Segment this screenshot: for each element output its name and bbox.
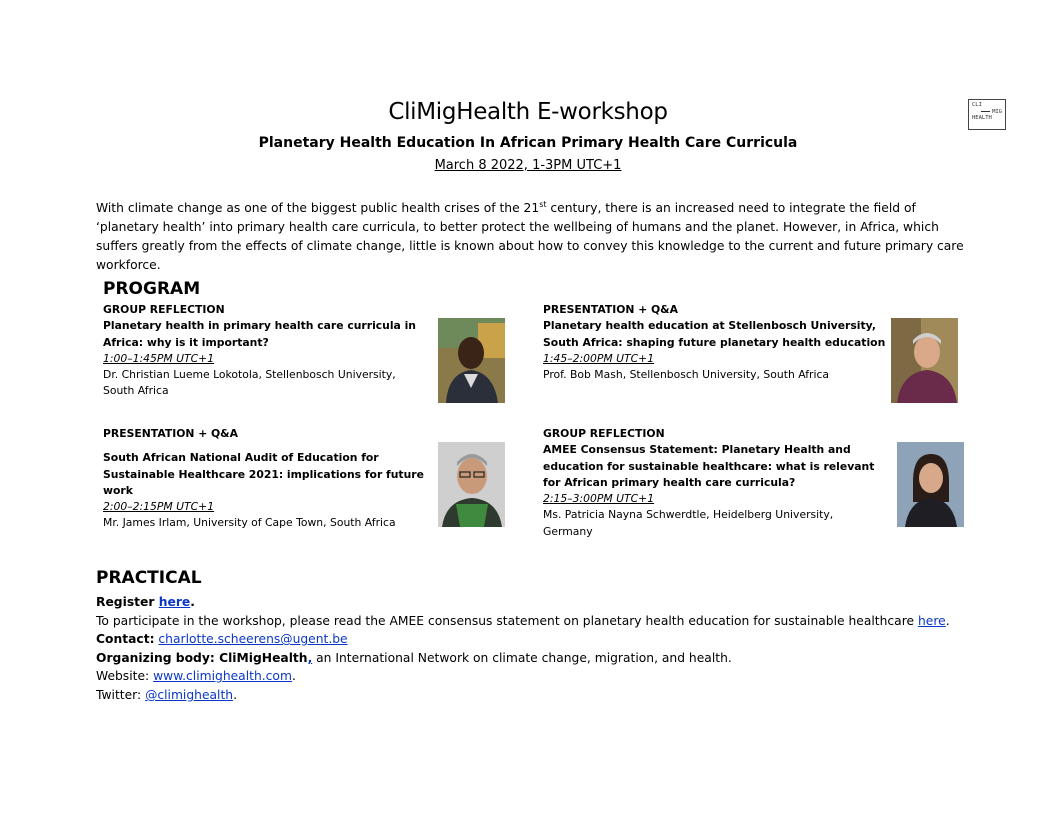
program-heading: PROGRAM bbox=[103, 279, 201, 299]
speaker-photo-schwerdtle bbox=[897, 442, 964, 527]
session-speaker: Prof. Bob Mash, Stellenbosch University, South Africa bbox=[543, 368, 830, 382]
organizer-text: an International Network on climate change, migration, and health. bbox=[312, 650, 732, 665]
logo-line-1: CLI bbox=[972, 102, 982, 108]
speaker-photo-lokotola bbox=[438, 318, 505, 403]
session-speaker: Dr. Christian Lueme Lokotola, Stellenbosch University, South Africa bbox=[103, 368, 396, 398]
page-subtitle: Planetary Health Education In African Primary Health Care Curricula bbox=[258, 135, 798, 151]
intro-text-2: century, there is an increased need to integrate the field of ‘planetary health’ into primary health care curricula, to better protect the wellbeing of humans and the planet. However, in Africa, which suffers greatly from the effects of climate change, little is known about how to convey this knowledge to the current and future primary care workforce. bbox=[96, 201, 964, 272]
page-title: CliMigHealth E-workshop bbox=[388, 99, 668, 125]
speaker-photo-irlam bbox=[438, 442, 505, 527]
website-link[interactable]: www.climighealth.com bbox=[153, 669, 292, 684]
event-date-text: March 8 2022, 1-3PM UTC+1 bbox=[434, 158, 622, 173]
consensus-statement-link[interactable]: here bbox=[917, 613, 946, 628]
session-card bbox=[103, 302, 433, 400]
logo-line-2-text: MIG bbox=[992, 108, 1002, 115]
session-title: South African National Audit of Education for Sustainable Healthcare 2021: implications for future work bbox=[103, 451, 424, 497]
website-line bbox=[96, 667, 976, 686]
intro-text-1: With climate change as one of the biggest public health crises of the 21 bbox=[96, 201, 540, 215]
session-speaker: Ms. Patricia Nayna Schwerdtle, Heidelberg University, Germany bbox=[543, 508, 834, 538]
twitter-link[interactable]: @climighealth bbox=[145, 687, 234, 702]
climighealth-logo bbox=[968, 99, 1006, 130]
participate-text: To participate in the workshop, please read the AMEE consensus statement on planetary health education for sustainable healthcare bbox=[96, 613, 918, 628]
website-end: . bbox=[291, 669, 296, 684]
session-kind: GROUP REFLECTION bbox=[103, 303, 225, 316]
event-date bbox=[0, 158, 1056, 173]
session-title: Planetary health in primary health care curricula in Africa: why is it important? bbox=[103, 319, 416, 349]
register-link[interactable]: here bbox=[158, 595, 191, 609]
contact-label: Contact: bbox=[96, 632, 155, 647]
session-time: 1:45–2:00PM UTC+1 bbox=[543, 351, 655, 365]
organizer-label: Organizing body: CliMigHealth bbox=[96, 650, 308, 665]
session-kind: PRESENTATION + Q&A bbox=[103, 427, 238, 440]
session-time: 2:15–3:00PM UTC+1 bbox=[543, 492, 655, 506]
session-time: 2:00–2:15PM UTC+1 bbox=[103, 500, 215, 514]
session-title: AMEE Consensus Statement: Planetary Health and education for sustainable healthcare: what is relevant for African primary health care curricula? bbox=[543, 443, 875, 489]
session-speaker: Mr. James Irlam, University of Cape Town, South Africa bbox=[103, 516, 396, 530]
register-line bbox=[96, 593, 976, 612]
speaker-photo-mash bbox=[891, 318, 958, 403]
session-kind: PRESENTATION + Q&A bbox=[543, 303, 678, 316]
twitter-end: . bbox=[233, 687, 238, 702]
practical-heading: PRACTICAL bbox=[96, 568, 202, 588]
session-kind: GROUP REFLECTION bbox=[543, 427, 665, 440]
organizer-line bbox=[96, 649, 976, 668]
session-title: Planetary health education at Stellenbosch University, South Africa: shaping future planetary health education bbox=[543, 319, 886, 349]
session-card bbox=[543, 426, 888, 540]
twitter-line bbox=[96, 686, 976, 705]
intro-paragraph bbox=[96, 199, 966, 275]
register-end: . bbox=[190, 595, 195, 609]
website-label: Website: bbox=[96, 669, 154, 684]
twitter-label: Twitter: bbox=[96, 687, 146, 702]
session-time: 1:00–1:45PM UTC+1 bbox=[103, 351, 215, 365]
register-label: Register bbox=[96, 595, 159, 609]
contact-line bbox=[96, 630, 976, 649]
participate-line bbox=[96, 612, 976, 631]
intro-superscript: st bbox=[539, 199, 547, 209]
session-card bbox=[103, 426, 433, 532]
participate-end: . bbox=[945, 613, 950, 628]
organizer-comma: , bbox=[307, 650, 313, 665]
logo-line-3: HEALTH bbox=[972, 115, 992, 121]
practical-section bbox=[96, 593, 976, 705]
contact-email-link[interactable]: charlotte.scheerens@ugent.be bbox=[158, 632, 348, 647]
session-card bbox=[543, 302, 888, 383]
